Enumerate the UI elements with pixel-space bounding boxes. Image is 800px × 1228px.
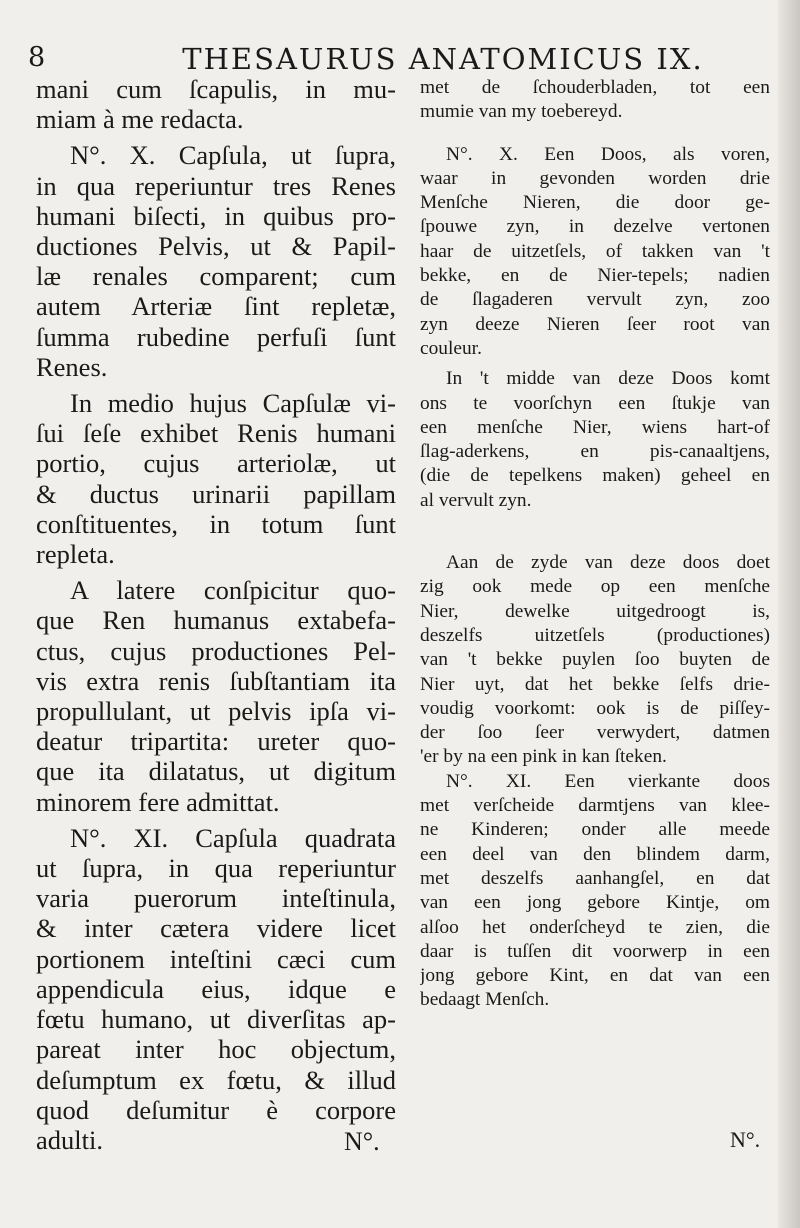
- latin-line: In medio hujus Capſulæ vi-: [70, 388, 396, 419]
- latin-line: portionem inteſtini cæci cum: [36, 943, 396, 974]
- latin-line: vis extra renis ſubſtantiam ita: [36, 665, 396, 696]
- latin-line: quod deſumitur è corpore: [36, 1094, 396, 1125]
- dutch-line: 'er by na een pink in kan ſteken.: [420, 746, 667, 768]
- dutch-line: mumie van my toebereyd.: [420, 101, 623, 123]
- dutch-line: N°. X. Een Doos, als voren,: [446, 143, 770, 165]
- dutch-line: een deel van den blindem darm,: [420, 843, 770, 865]
- dutch-line: zyn deeze Nieren ſeer root van: [420, 313, 770, 335]
- latin-line: ſui ſeſe exhibet Renis humani: [36, 418, 396, 449]
- dutch-line: (die de tepelkens maken) geheel en: [420, 465, 770, 487]
- dutch-line: al vervult zyn.: [420, 489, 532, 511]
- page-edge-shadow: [778, 0, 800, 1228]
- dutch-line: met verſcheide darmtjens van klee-: [420, 795, 770, 817]
- dutch-line: bekke, en de Nier-tepels; nadien: [420, 265, 770, 287]
- latin-line: & ductus urinarii papillam: [36, 478, 396, 509]
- dutch-line: der ſoo ſeer verwydert, datmen: [420, 722, 770, 744]
- latin-line: deatur tripartita: ureter quo-: [36, 726, 396, 757]
- dutch-column: [420, 76, 770, 1013]
- dutch-line: couleur.: [420, 337, 482, 359]
- dutch-line: deszelfs uitzetſels (productiones): [420, 624, 770, 646]
- latin-line: deſumptum ex fœtu, & illud: [36, 1064, 396, 1095]
- latin-line: Renes.: [36, 351, 108, 382]
- latin-line: miam à me redacta.: [36, 104, 244, 135]
- dutch-line: Menſche Nieren, die door ge-: [420, 192, 770, 214]
- latin-line: ductiones Pelvis, ut & Papil-: [36, 231, 396, 262]
- dutch-line: Nier uyt, dat het bekke ſelfs drie-: [420, 673, 770, 695]
- latin-line: adulti.: [36, 1124, 103, 1155]
- dutch-line: bedaagt Menſch.: [420, 989, 550, 1011]
- dutch-line: van een jong gebore Kintje, om: [420, 892, 770, 914]
- dutch-line: met deszelfs aanhangſel, en dat: [420, 867, 770, 889]
- dutch-line: ons te voorſchyn een ſtukje van: [420, 392, 770, 414]
- dutch-line: ſlag-aderkens, en pis-canaaltjens,: [420, 441, 770, 463]
- dutch-line: ſpouwe zyn, in dezelve vertonen: [420, 216, 770, 238]
- dutch-line: haar de uitzetſels, of takken van 't: [420, 240, 770, 262]
- page-number: 8: [28, 42, 46, 73]
- latin-line: pareat inter hoc objectum,: [36, 1034, 396, 1065]
- dutch-line: alſoo het onderſcheyd te zien, die: [420, 916, 770, 938]
- dutch-line: Nier, dewelke uitgedroogt is,: [420, 600, 770, 622]
- dutch-catchword: N°.: [730, 1127, 761, 1152]
- dutch-line: met de ſchouderbladen, tot een: [420, 77, 770, 98]
- dutch-line: N°. XI. Een vierkante doos: [446, 770, 770, 792]
- dutch-line: ne Kinderen; onder alle meede: [420, 819, 770, 841]
- latin-line: minorem fere admittat.: [36, 786, 280, 817]
- latin-line: mani cum ſcapulis, in mu-: [36, 74, 396, 104]
- latin-line: autem Arteriæ ſint repletæ,: [36, 291, 396, 322]
- dutch-line: waar in gevonden worden drie: [420, 167, 770, 189]
- latin-line: N°. XI. Capſula quadrata: [70, 822, 396, 853]
- latin-line: que ita dilatatus, ut digitum: [36, 756, 396, 787]
- latin-column: [36, 74, 396, 1155]
- latin-line: læ renales comparent; cum: [36, 261, 396, 292]
- running-title: THESAURUS ANATOMICUS IX.: [182, 42, 704, 76]
- latin-line: ctus, cujus productiones Pel-: [36, 635, 396, 666]
- dutch-line: zig ook mede op een menſche: [420, 576, 770, 598]
- dutch-line: jong gebore Kint, en dat van een: [420, 965, 770, 987]
- latin-line: que Ren humanus extabefa-: [36, 605, 396, 636]
- latin-line: N°. X. Capſula, ut ſupra,: [70, 140, 396, 171]
- latin-catchword: N°.: [344, 1127, 380, 1156]
- dutch-line: Aan de zyde van deze doos doet: [446, 552, 770, 574]
- latin-line: propullulant, ut pelvis ipſa vi-: [36, 696, 396, 727]
- latin-line: ut ſupra, in qua reperiuntur: [36, 853, 396, 884]
- latin-line: ſumma rubedine perfuſi ſunt: [36, 321, 396, 352]
- dutch-line: van 't bekke puylen ſoo buyten de: [420, 649, 770, 671]
- latin-line: humani biſecti, in quibus pro-: [36, 200, 396, 231]
- latin-line: in qua reperiuntur tres Renes: [36, 170, 396, 201]
- latin-line: conſtituentes, in totum ſunt: [36, 508, 396, 539]
- latin-line: fœtu humano, ut diverſitas ap-: [36, 1004, 396, 1035]
- latin-line: appendicula eius, idque e: [36, 973, 396, 1004]
- latin-line: A latere conſpicitur quo-: [70, 575, 396, 606]
- latin-line: repleta.: [36, 539, 115, 570]
- latin-line: portio, cujus arteriolæ, ut: [36, 448, 396, 479]
- dutch-line: een menſche Nier, wiens hart-of: [420, 416, 770, 438]
- dutch-line: daar is tuſſen dit voorwerp in een: [420, 940, 770, 962]
- page-header: [28, 38, 758, 78]
- dutch-line: voudig voorkomt: ook is de piſſey-: [420, 697, 770, 719]
- latin-line: & inter cætera videre licet: [36, 913, 396, 944]
- dutch-line: In 't midde van deze Doos komt: [446, 368, 770, 390]
- dutch-line: de ſlagaderen vervult zyn, zoo: [420, 289, 770, 311]
- latin-line: varia puerorum inteſtinula,: [36, 883, 396, 914]
